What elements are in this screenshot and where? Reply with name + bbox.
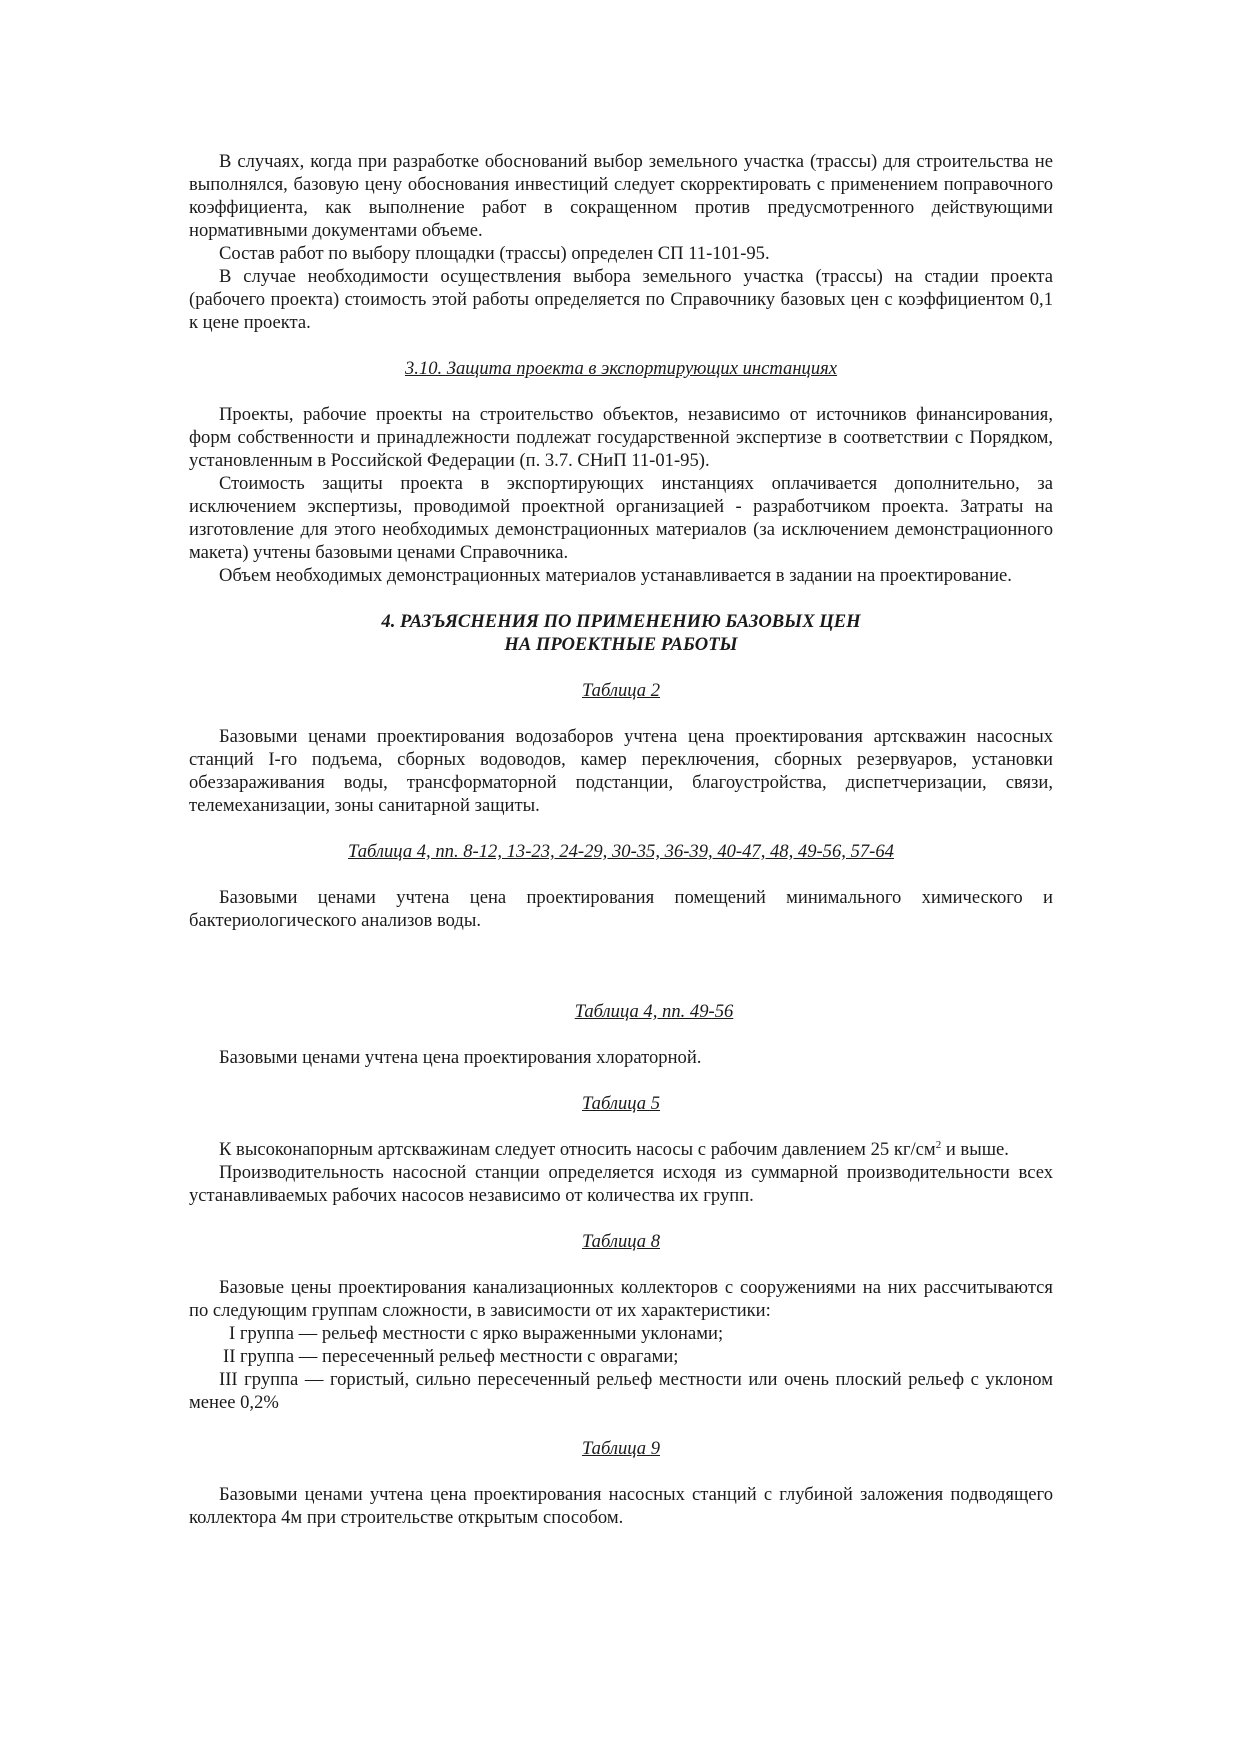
list-item: I группа — рельеф местности с ярко выраженными уклонами; [229,1323,724,1344]
paragraph: Проекты, рабочие проекты на строительство объектов, независимо от источников финансирования, форм собственности и принадлежности подлежат государственной экспертизе в соответствии с Порядком, установленным в Российской Федерации (п. 3.7. СНиП 11-01-95). [189,404,1053,471]
paragraph: Базовые цены проектирования канализационных коллекторов с сооружениями на них рассчитываются по следующим группам сложности, в зависимости от их характеристики: [189,1277,1053,1321]
table-2-title: Таблица 2 [581,680,661,701]
paragraph: В случаях, когда при разработке обоснований выбор земельного участка (трассы) для строительства не выполнялся, базовую цену обоснования инвестиций следует скорректировать с применением поправочного коэффициента, как выполнение работ в сокращенном против предусмотренного действующими нормативными документами объеме. [189,151,1053,241]
paragraph: Объем необходимых демонстрационных материалов устанавливается в задании на проектирование. [219,565,1012,586]
subsection-title-3-10: 3.10. Защита проекта в экспортирующих инстанциях [404,358,838,379]
table-5-title: Таблица 5 [581,1093,661,1114]
paragraph: Стоимость защиты проекта в экспортирующих инстанциях оплачивается дополнительно, за исключением экспертизы, проводимой проектной организацией - разработчиком проекта. Затраты на изготовление для этого необходимых демонстрационных материалов (за исключением демонстрационного макета) учтены базовыми ценами Справочника. [189,473,1053,563]
paragraph: Состав работ по выбору площадки (трассы) определен СП 11-101-95. [219,243,770,264]
paragraph: Базовыми ценами проектирования водозаборов учтена цена проектирования артскважин насосных станций I-го подъема, сборных водоводов, камер переключения, сборных резервуаров, установки обеззараживания воды, трансформаторной подстанции, благоустройства, диспетчеризации, связи, телемеханизации, зоны санитарной защиты. [189,726,1053,816]
table-8-title: Таблица 8 [581,1231,661,1252]
table-9-title: Таблица 9 [581,1438,661,1459]
list-item: III группа — гористый, сильно пересеченный рельеф местности или очень плоский рельеф с уклоном менее 0,2% [189,1369,1053,1413]
paragraph: Базовыми ценами учтена цена проектирования хлораторной. [219,1047,702,1068]
paragraph: Базовыми ценами учтена цена проектирования насосных станций с глубиной заложения подводящего коллектора 4м при строительстве открытым способом. [189,1484,1053,1528]
paragraph: К высоконапорным артскважинам следует относить насосы с рабочим давлением 25 $кг/см^2$ и выше. [219,1138,1009,1160]
section-heading-4: 4. РАЗЪЯСНЕНИЯ ПО ПРИМЕНЕНИЮ БАЗОВЫХ ЦЕН НА ПРОЕКТНЫЕ РАБОТЫ [381,611,861,655]
paragraph: Производительность насосной станции определяется исходя из суммарной производительности всех устанавливаемых рабочих насосов независимо от количества их групп. [189,1162,1053,1206]
paragraph: Базовыми ценами учтена цена проектирования помещений минимального химического и бактериологического анализов воды. [189,887,1053,931]
document-page [189,150,1053,1529]
table-4-title: Таблица 4, пп. 8-12, 13-23, 24-29, 30-35, 36-39, 40-47, 48, 49-56, 57-64 [348,841,894,862]
list-item: II группа — пересеченный рельеф местности с оврагами; [223,1346,679,1367]
table-4-49-56-title: Таблица 4, пп. 49-56 [574,1001,734,1022]
paragraph: В случае необходимости осуществления выбора земельного участка (трассы) на стадии проекта (рабочего проекта) стоимость этой работы определяется по Справочнику базовых цен с коэффициентом 0,1 к цене проекта. [189,266,1053,333]
